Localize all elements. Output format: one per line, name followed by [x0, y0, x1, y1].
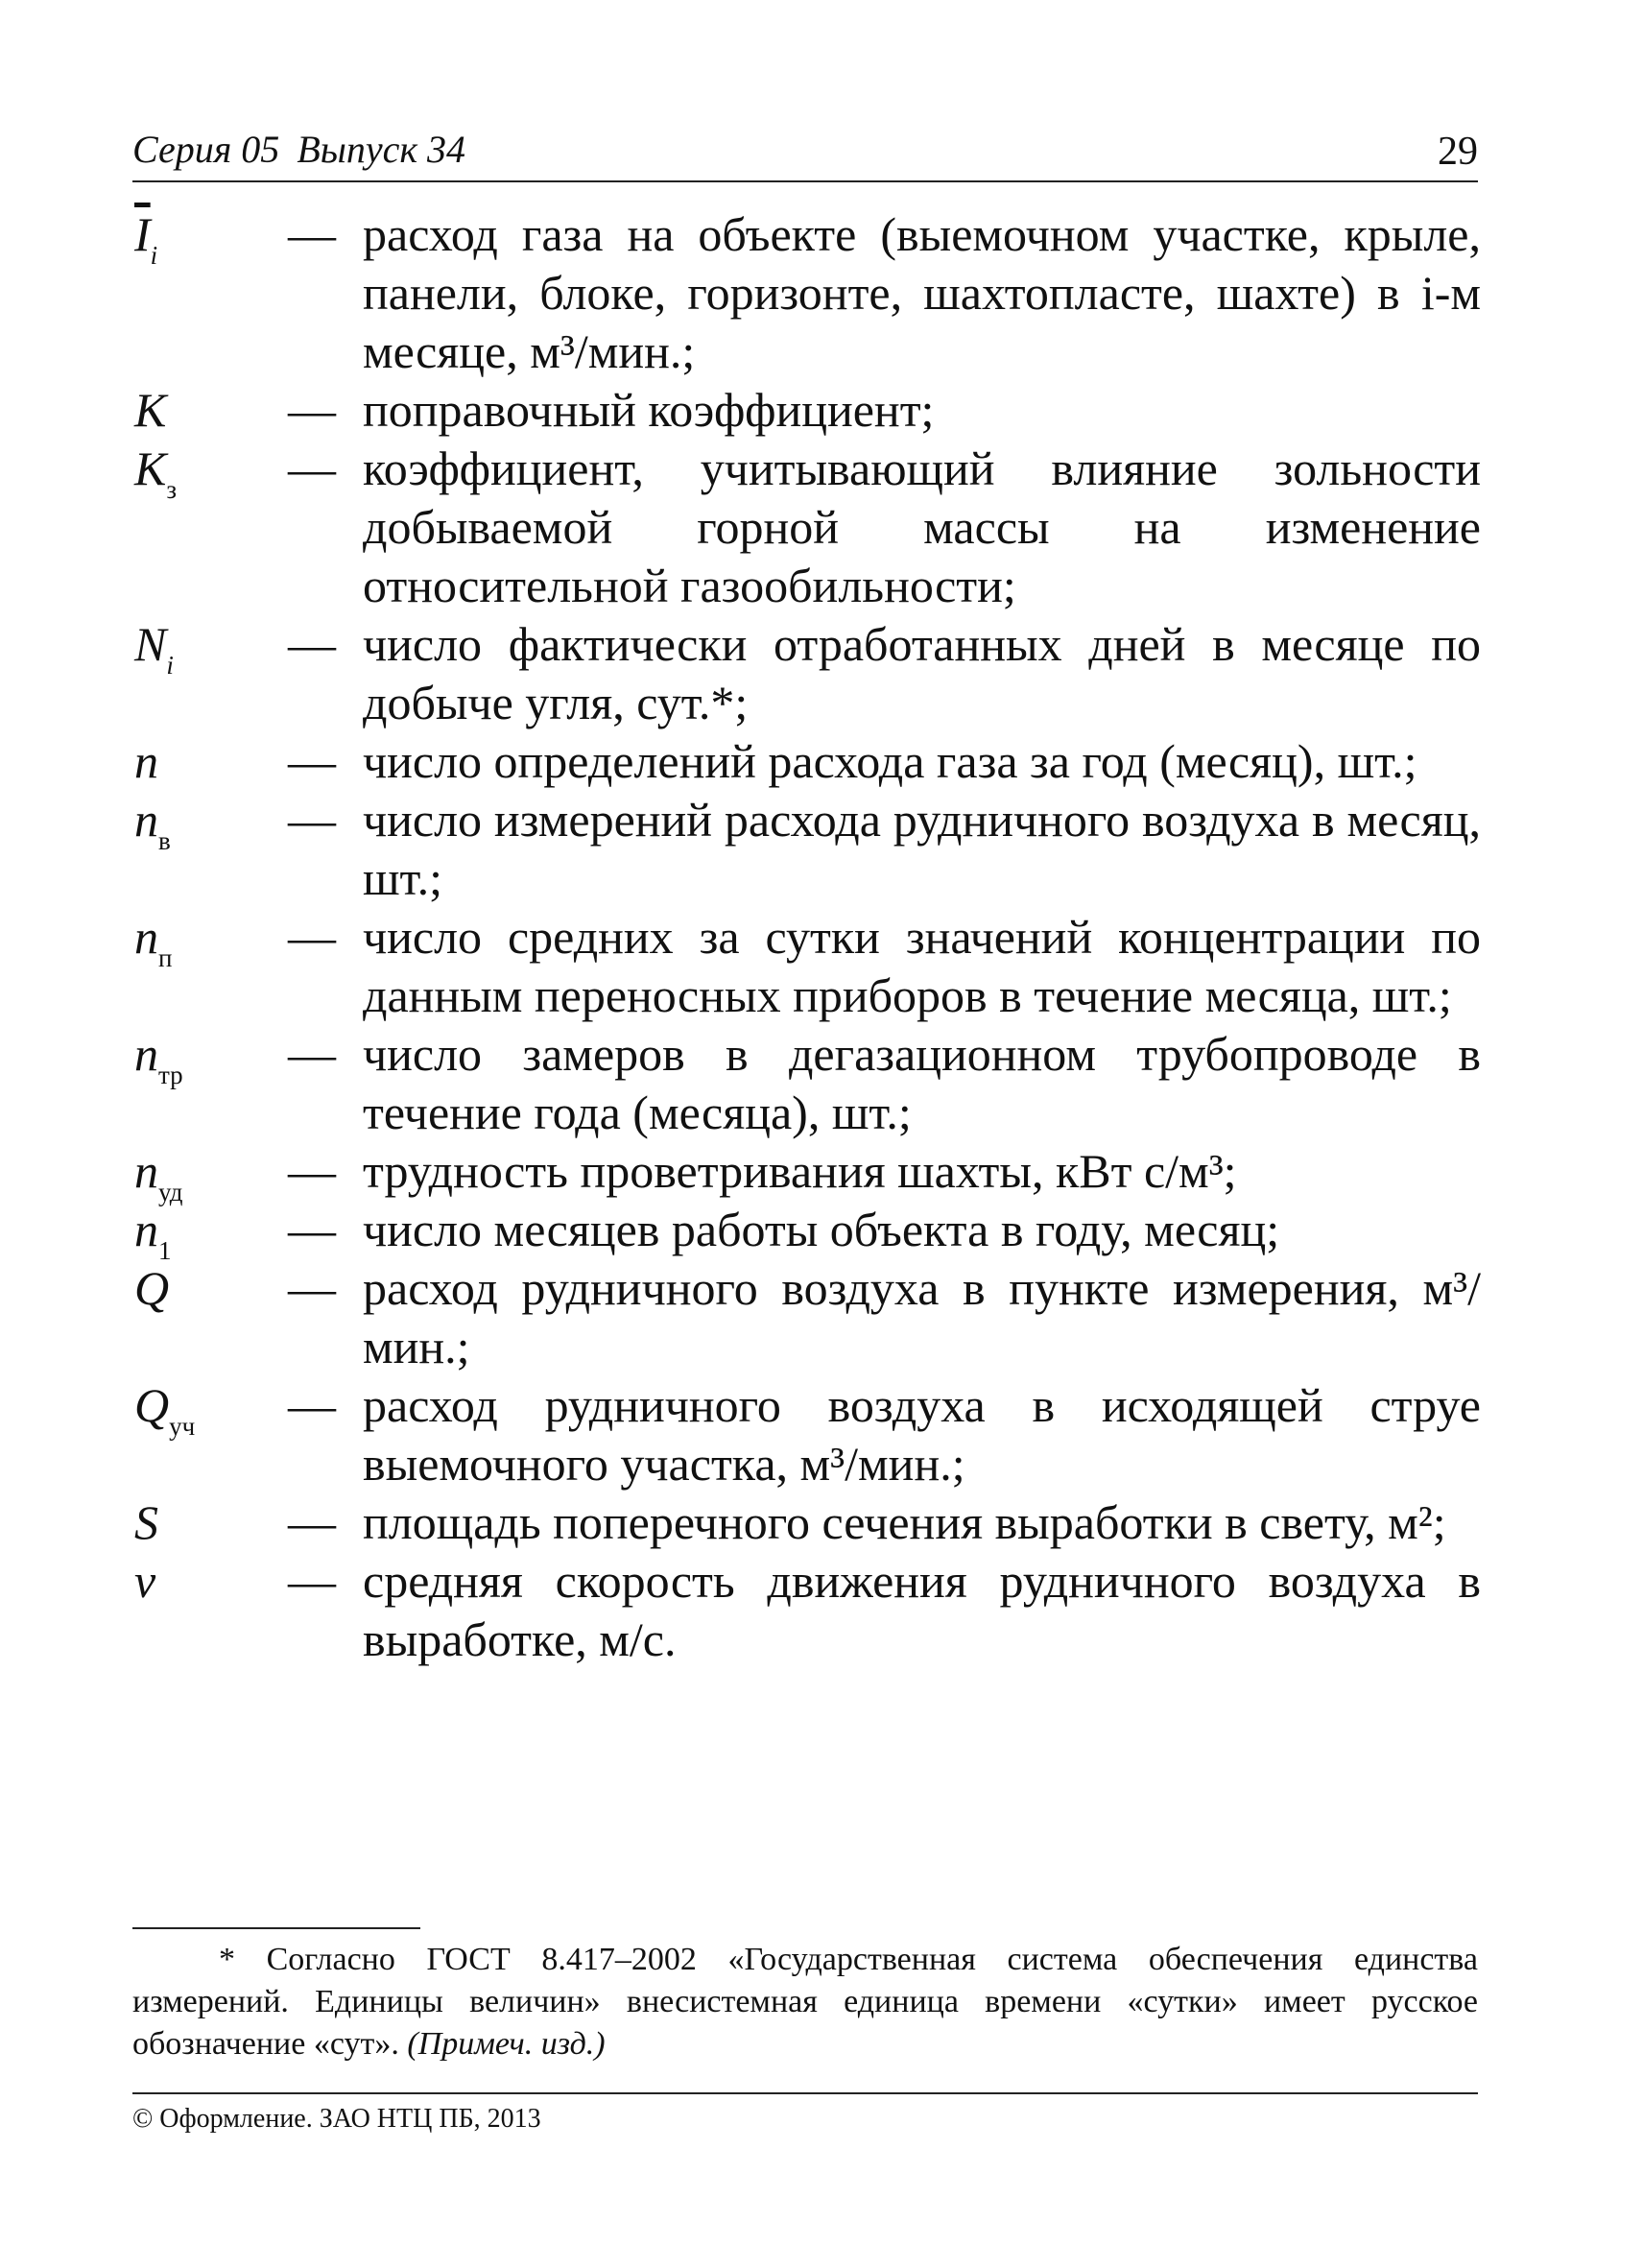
symbol-subscript: 1: [158, 1236, 172, 1265]
series-label: Серия 05: [132, 128, 280, 171]
footnote-note: (Примеч. изд.): [407, 2026, 606, 2062]
definition-dash: —: [288, 207, 336, 261]
definition-dash: —: [288, 442, 336, 495]
symbol: [134, 205, 250, 270]
definition-row: [132, 1259, 1495, 1376]
symbol: [134, 1142, 250, 1206]
definition-row: [132, 908, 1495, 1025]
definitions-list: [132, 205, 1495, 1669]
symbol-letter: n: [134, 1203, 158, 1256]
footnote-rule: [132, 1927, 420, 1929]
symbol: [134, 1493, 250, 1552]
definition-row: [132, 1025, 1495, 1142]
definition-text: площадь поперечного сечения выработки в свету, м²;: [363, 1495, 1446, 1549]
definition-dash: —: [288, 910, 336, 964]
definition-dash: —: [288, 1261, 336, 1315]
symbol-letter: Q: [134, 1261, 170, 1315]
definition-row: [132, 1201, 1495, 1265]
definition-dash: —: [288, 1027, 336, 1081]
definition-row: [132, 381, 1495, 440]
symbol-letter: v: [134, 1554, 156, 1608]
symbol: [134, 615, 250, 680]
definition-text: число фактически отработанных дней в месяце по добыче угля, сут.*;: [363, 617, 1481, 729]
symbol-subscript: п: [158, 943, 173, 972]
symbol-subscript: i: [150, 241, 158, 270]
definition-dash: —: [288, 734, 336, 788]
symbol-letter: K: [134, 442, 167, 495]
page-header: [132, 123, 1478, 182]
symbol: [134, 440, 250, 504]
symbol-subscript: з: [166, 475, 178, 504]
definition-dash: —: [288, 793, 336, 847]
definition-dash: —: [288, 1495, 336, 1549]
definition-row: [132, 615, 1495, 732]
definition-text: расход рудничного воздуха в исходящей струе выемочного участка, м³/мин.;: [363, 1378, 1481, 1491]
definition-text: средняя скорость движения рудничного воздуха в выработке, м/с.: [363, 1554, 1481, 1666]
definition-dash: —: [288, 1203, 336, 1256]
footnote: [132, 1939, 1478, 2065]
symbol: [134, 791, 250, 855]
symbol-letter: n: [134, 734, 158, 788]
symbol-letter: Q: [134, 1378, 170, 1432]
definition-row: [132, 1493, 1495, 1552]
symbol-subscript: i: [166, 651, 174, 680]
definition-row: [132, 1376, 1495, 1493]
definition-text: число месяцев работы объекта в году, месяц;: [363, 1203, 1280, 1256]
definition-row: [132, 732, 1495, 791]
definition-text: поправочный коэффициент;: [363, 383, 935, 437]
definition-dash: —: [288, 1378, 336, 1432]
symbol-letter: K: [134, 383, 167, 437]
symbol: [134, 1376, 250, 1441]
definition-dash: —: [288, 617, 336, 671]
definition-text: число определений расхода газа за год (месяц), шт.;: [363, 734, 1417, 788]
definition-dash: —: [288, 1554, 336, 1608]
definition-dash: —: [288, 383, 336, 437]
symbol: [134, 908, 250, 972]
definition-row: [132, 791, 1495, 908]
issue-label: Выпуск 34: [297, 128, 466, 171]
symbol-letter: $\overline{I}$: [134, 207, 151, 261]
symbol-letter: n: [134, 793, 158, 847]
symbol: [134, 1259, 250, 1318]
symbol: [134, 1201, 250, 1265]
bottom-rule: [132, 2092, 1478, 2094]
symbol-subscript: тр: [158, 1061, 183, 1089]
definition-text: трудность проветривания шахты, кВт с/м³;: [363, 1144, 1237, 1198]
page-number: 29: [1438, 130, 1478, 174]
symbol-letter: n: [134, 910, 158, 964]
symbol: [134, 1025, 250, 1089]
symbol: [134, 732, 250, 791]
symbol-subscript: в: [158, 826, 171, 855]
definition-text: коэффициент, учитывающий влияние зольности добываемой горной массы на изменение относительной газообильности;: [363, 442, 1481, 612]
definition-row: [132, 205, 1495, 381]
symbol: [134, 381, 250, 440]
symbol-letter: S: [134, 1495, 158, 1549]
footnote-text: * Согласно ГОСТ 8.417–2002 «Государственная система обеспечения единства измерений. Единицы величин» внесистемная единица времени «сутки» имеет русское обозначение «сут».: [132, 1942, 1478, 2062]
definition-row: [132, 1142, 1495, 1206]
definition-text: число средних за сутки значений концентрации по данным переносных приборов в течение месяца, шт.;: [363, 910, 1481, 1022]
symbol-subscript: уд: [158, 1178, 183, 1206]
symbol-letter: n: [134, 1144, 158, 1198]
definition-text: число замеров в дегазационном трубопроводе в течение года (месяца), шт.;: [363, 1027, 1481, 1139]
symbol-letter: n: [134, 1027, 158, 1081]
symbol: [134, 1552, 250, 1611]
definition-row: [132, 1552, 1495, 1669]
definition-dash: —: [288, 1144, 336, 1198]
definition-row: [132, 440, 1495, 615]
copyright: © Оформление. ЗАО НТЦ ПБ, 2013: [132, 2104, 541, 2134]
definition-text: расход рудничного воздуха в пункте измерения, м³/мин.;: [363, 1261, 1481, 1373]
definition-text: число измерений расхода рудничного воздуха в месяц, шт.;: [363, 793, 1481, 905]
definition-text: расход газа на объекте (выемочном участке, крыле, панели, блоке, горизонте, шахтопласте, шахте) в i-м месяце, м³/мин.;: [363, 207, 1481, 378]
symbol-letter: N: [134, 617, 167, 671]
symbol-subscript: уч: [169, 1412, 196, 1441]
running-head: [132, 127, 465, 172]
